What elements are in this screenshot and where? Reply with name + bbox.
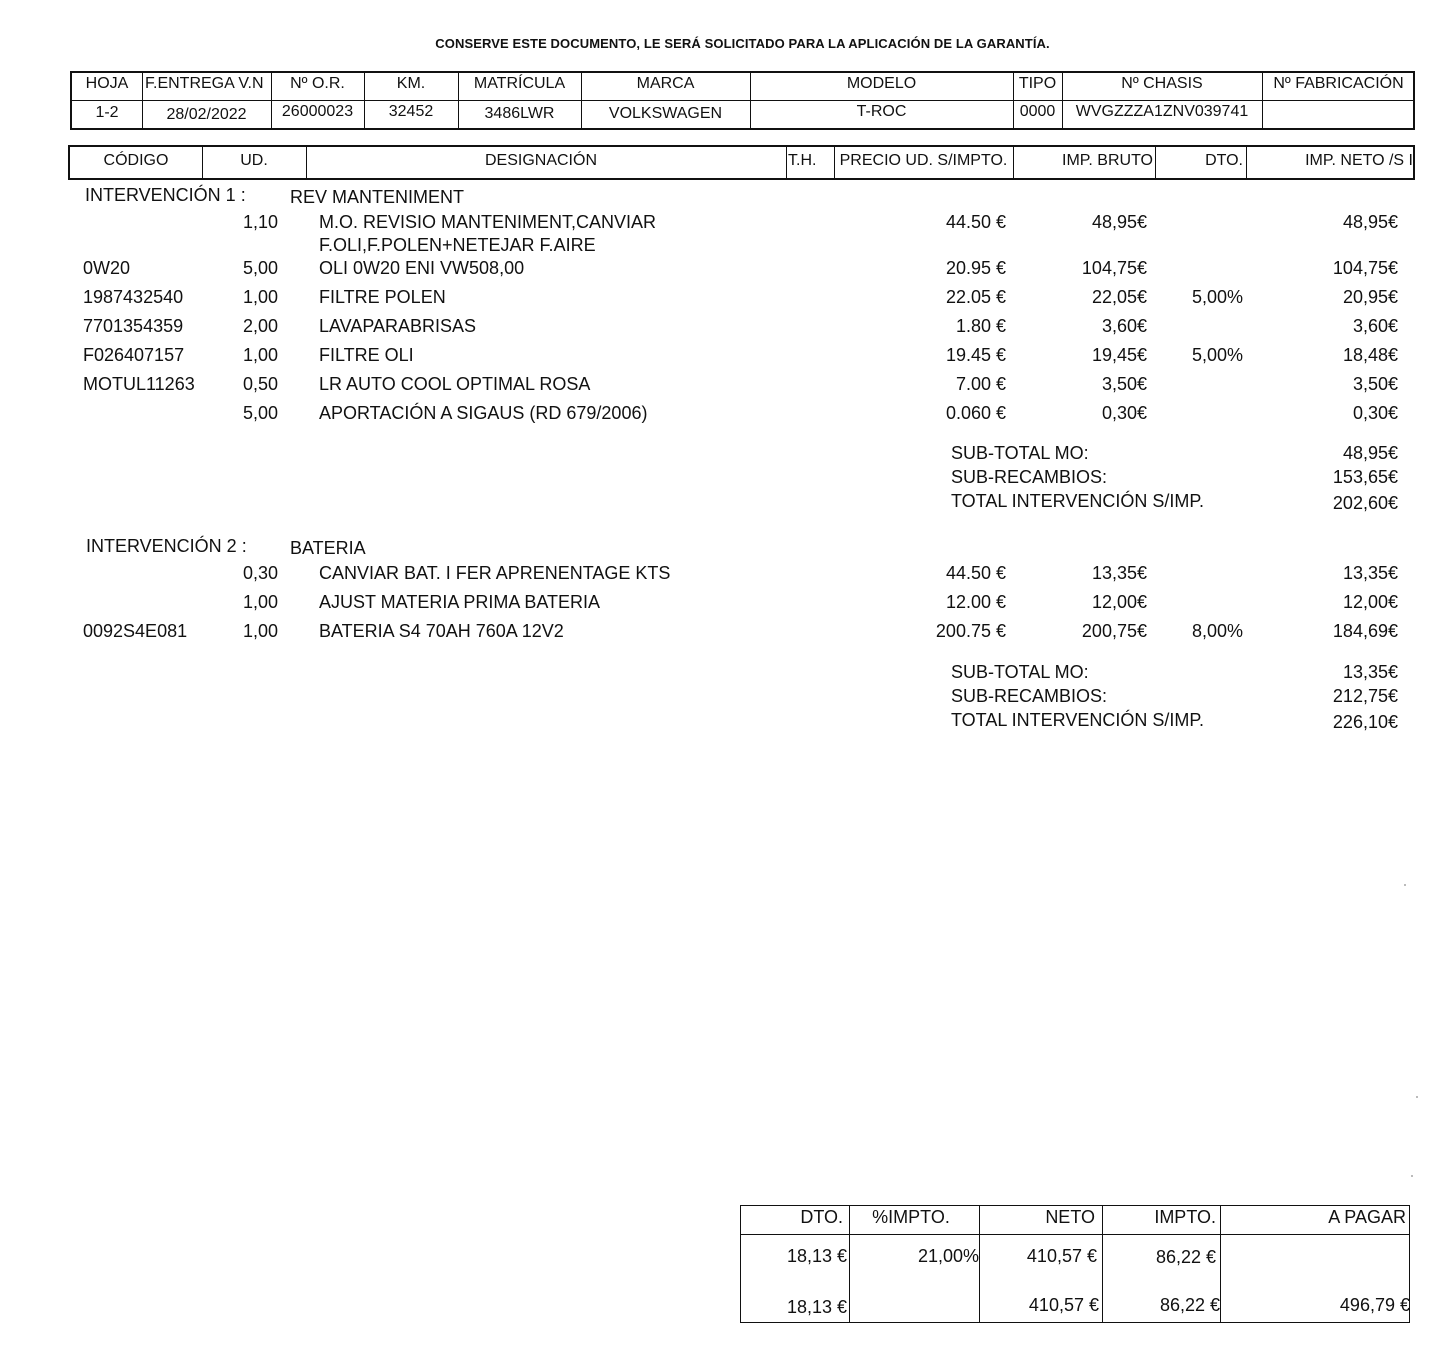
line-bruto: 3,50€: [1101, 374, 1147, 394]
subtotal-value: 202,60€: [1332, 493, 1398, 513]
totals-header-dto: DTO.: [800, 1207, 843, 1227]
line-code: 7701354359: [83, 316, 184, 336]
vehicle-info-table: [70, 71, 1415, 130]
line-neto: 0,30€: [1352, 403, 1398, 423]
totals-header-a-pagar: A PAGAR: [1328, 1207, 1406, 1227]
line-dto: 5,00%: [1191, 287, 1243, 307]
totals-table: [740, 1205, 1410, 1323]
line-neto: 48,95€: [1342, 212, 1398, 232]
value-hoja: 1-2: [95, 104, 119, 121]
line-ud: 1,00: [242, 287, 278, 307]
line-code: 0092S4E081: [83, 621, 188, 641]
header-fabricacion: Nº FABRICACIÓN: [1273, 75, 1404, 92]
divider: [741, 1234, 1409, 1235]
warranty-notice: CONSERVE ESTE DOCUMENTO, LE SERÁ SOLICITADO PARA LA APLICACIÓN DE LA GARANTÍA.: [435, 36, 1050, 51]
subtotal-label: SUB-TOTAL MO:: [951, 443, 1089, 463]
line-neto: 13,35€: [1342, 563, 1398, 583]
line-code: 0W20: [83, 258, 131, 278]
intervention-label: INTERVENCIÓN 2 :: [86, 536, 247, 556]
items-header: [68, 145, 1415, 180]
col-precio: PRECIO UD. S/IMPTO.: [839, 152, 1008, 169]
line-price: 1.80 €: [955, 316, 1006, 336]
header-fecha-entrega: F.ENTREGA V.N: [145, 75, 264, 92]
col-designacion: DESIGNACIÓN: [484, 152, 597, 169]
col-dto: DTO.: [1205, 152, 1243, 169]
header-marca: MARCA: [636, 75, 695, 92]
line-neto: 20,95€: [1342, 287, 1398, 307]
scan-speck: [1411, 1175, 1413, 1177]
totals-dto-1: 18,13 €: [786, 1246, 847, 1266]
col-codigo: CÓDIGO: [103, 152, 169, 169]
line-bruto: 19,45€: [1091, 345, 1147, 365]
line-desc: M.O. REVISIO MANTENIMENT,CANVIAR: [319, 212, 657, 232]
line-code: MOTUL11263: [83, 374, 195, 394]
line-desc: BATERIA S4 70AH 760A 12V2: [319, 621, 564, 641]
line-bruto: 0,30€: [1101, 403, 1147, 423]
line-desc: FILTRE OLI: [319, 345, 414, 365]
line-desc: LAVAPARABRISAS: [319, 316, 477, 336]
subtotal-label: TOTAL INTERVENCIÓN S/IMP.: [951, 491, 1205, 511]
header-numero-or: Nº O.R.: [290, 75, 345, 92]
line-price: 20.95 €: [945, 258, 1006, 278]
subtotal-label: SUB-RECAMBIOS:: [951, 686, 1108, 706]
subtotal-value: 13,35€: [1342, 662, 1398, 682]
line-price: 44.50 €: [945, 212, 1006, 232]
header-tipo: TIPO: [1018, 75, 1057, 92]
header-matricula: MATRÍCULA: [473, 75, 566, 92]
value-chasis: WVGZZZA1ZNV039741: [1075, 103, 1249, 120]
line-price: 200.75 €: [935, 621, 1006, 641]
line-desc: OLI 0W20 ENI VW508,00: [319, 258, 525, 278]
line-bruto: 22,05€: [1091, 287, 1147, 307]
line-bruto: 48,95€: [1091, 212, 1147, 232]
line-ud: 0,30: [242, 563, 278, 583]
line-neto: 104,75€: [1332, 258, 1398, 278]
line-price: 19.45 €: [945, 345, 1006, 365]
line-desc: LR AUTO COOL OPTIMAL ROSA: [319, 374, 591, 394]
line-price: 7.00 €: [955, 374, 1006, 394]
line-code: 1987432540: [83, 287, 184, 307]
totals-dto-2: 18,13 €: [786, 1297, 847, 1317]
line-neto: 18,48€: [1342, 345, 1398, 365]
totals-header-neto: NETO: [1045, 1207, 1095, 1227]
subtotal-label: TOTAL INTERVENCIÓN S/IMP.: [951, 710, 1205, 730]
intervention-label: INTERVENCIÓN 1 :: [85, 185, 246, 205]
value-marca: VOLKSWAGEN: [608, 105, 723, 122]
line-bruto: 13,35€: [1091, 563, 1147, 583]
line-bruto: 12,00€: [1091, 592, 1147, 612]
totals-impto-1: 86,22 €: [1155, 1247, 1216, 1267]
col-ud: UD.: [240, 152, 268, 169]
value-tipo: 0000: [1019, 103, 1056, 120]
line-desc: APORTACIÓN A SIGAUS (RD 679/2006): [319, 403, 648, 423]
intervention-name: REV MANTENIMENT: [290, 187, 465, 207]
value-matricula: 3486LWR: [484, 105, 555, 122]
subtotal-value: 153,65€: [1332, 467, 1398, 487]
scan-speck: [1416, 1096, 1418, 1098]
header-hoja: HOJA: [85, 75, 129, 92]
value-numero-or: 26000023: [281, 103, 354, 120]
totals-header-impto-pct: %IMPTO.: [872, 1207, 950, 1227]
line-ud: 1,00: [242, 621, 278, 641]
totals-neto-1: 410,57 €: [1026, 1246, 1097, 1266]
divider: [72, 100, 1413, 101]
line-desc: CANVIAR BAT. I FER APRENENTAGE KTS: [319, 563, 671, 583]
line-ud: 0,50: [242, 374, 278, 394]
scan-speck: [1404, 884, 1406, 886]
line-neto: 3,50€: [1352, 374, 1398, 394]
line-desc: AJUST MATERIA PRIMA BATERIA: [319, 592, 601, 612]
subtotal-value: 48,95€: [1342, 443, 1398, 463]
line-bruto: 200,75€: [1081, 621, 1147, 641]
line-desc: FILTRE POLEN: [319, 287, 446, 307]
line-price: 22.05 €: [945, 287, 1006, 307]
line-ud: 5,00: [242, 258, 278, 278]
value-fecha-entrega: 28/02/2022: [166, 106, 247, 123]
line-ud: 2,00: [242, 316, 278, 336]
header-km: KM.: [396, 75, 426, 92]
line-desc-cont: F.OLI,F.POLEN+NETEJAR F.AIRE: [319, 235, 596, 255]
totals-header-impto: IMPTO.: [1154, 1207, 1216, 1227]
line-price: 12.00 €: [945, 592, 1006, 612]
line-code: F026407157: [83, 345, 185, 365]
totals-a-pagar: 496,79 €: [1339, 1295, 1410, 1315]
header-chasis: Nº CHASIS: [1121, 75, 1203, 92]
line-price: 0.060 €: [945, 403, 1006, 423]
header-modelo: MODELO: [846, 75, 917, 92]
line-ud: 1,00: [242, 592, 278, 612]
totals-impto-pct: 21,00%: [917, 1246, 979, 1266]
line-ud: 1,10: [242, 212, 278, 232]
line-price: 44.50 €: [945, 563, 1006, 583]
value-modelo: T-ROC: [856, 103, 907, 120]
value-km: 32452: [388, 103, 434, 120]
line-neto: 184,69€: [1332, 621, 1398, 641]
col-bruto: IMP. BRUTO: [1062, 152, 1153, 169]
line-neto: 3,60€: [1352, 316, 1398, 336]
intervention-name: BATERIA: [290, 538, 366, 558]
subtotal-value: 212,75€: [1332, 686, 1398, 706]
line-ud: 1,00: [242, 345, 278, 365]
subtotal-label: SUB-RECAMBIOS:: [951, 467, 1108, 487]
line-dto: 8,00%: [1191, 621, 1243, 641]
line-neto: 12,00€: [1342, 592, 1398, 612]
totals-neto-2: 410,57 €: [1028, 1295, 1099, 1315]
line-ud: 5,00: [242, 403, 278, 423]
totals-impto-2: 86,22 €: [1159, 1295, 1220, 1315]
subtotal-label: SUB-TOTAL MO:: [951, 662, 1089, 682]
col-th: T.H.: [788, 152, 817, 169]
line-bruto: 104,75€: [1081, 258, 1147, 278]
col-neto: IMP. NETO /S I: [1305, 152, 1413, 169]
line-dto: 5,00%: [1191, 345, 1243, 365]
subtotal-value: 226,10€: [1332, 712, 1398, 732]
line-bruto: 3,60€: [1101, 316, 1147, 336]
